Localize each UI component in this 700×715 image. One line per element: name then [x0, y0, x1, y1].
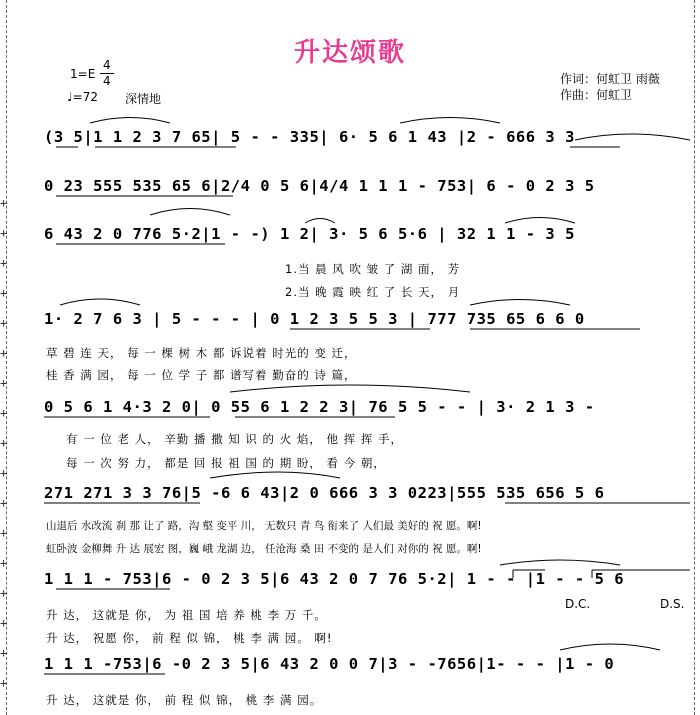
time-denominator: 4	[103, 74, 111, 88]
notation-row-5: 0 5 6 1 4·3 2 0| 0 55 6 1 2 2 3| 76 5 5 - - | 3· 2 1 3 -	[44, 398, 595, 416]
notation-row-1: (3 5|1 1 2 3 7 65| 5 - - 335| 6· 5 6 1 43 |2 - 666 3 3	[44, 128, 575, 146]
lyrics-row-7-verse-1: 升 达， 这就是 你， 为 祖 国 培 养 桃 李 万 千。	[46, 608, 327, 622]
notation-row-3: 6 43 2 0 776 5·2|1 - -) 1 2| 3· 5 6 5·6 | 32 1 1 - 3 5	[44, 225, 575, 243]
lyrics-row-6-verse-1: 山退后 水改流 刹 那 让了 路，沟 壑 变平 川， 无数只 青 鸟 衔来了 人们最 美好的 祝 愿。啊!	[46, 520, 482, 532]
da-capo-mark: D.C.	[565, 597, 591, 611]
lyrics-row-8: 升 达， 这就是 你， 前 程 似 锦， 桃 李 满 园。	[46, 693, 323, 707]
composer-credit: 作曲：何虹卫	[560, 88, 633, 102]
lyrics-row-6-verse-2: 虹卧波 金柳舞 升 达 展宏 图，巍 峨 龙湖 边， 任沧海 桑 田 不变的 是人们 对你的 祝 愿。啊!	[46, 543, 482, 555]
song-title: 升达颂歌	[293, 38, 406, 68]
notation-row-7: 1 1 1 - 753|6 - 0 2 3 5|6 43 2 0 7 76 5·2| 1 - - |1 - - 5 6	[44, 570, 625, 588]
notation-row-8: 1 1 1 -753|6 -0 2 3 5|6 43 2 0 0 7|3 - -7656|1- - - |1 - 0	[44, 655, 615, 673]
lyrics-row-5-verse-1: 有 一 位 老 人， 辛勤 播 撒 知 识 的 火 焰， 他 挥 挥 手，	[66, 432, 403, 446]
lyricist-credit: 作词：何虹卫 雨薇	[560, 72, 660, 86]
tempo-mark: ♩=72	[67, 90, 98, 104]
mood-mark: 深情地	[125, 92, 162, 106]
lyrics-row-4-verse-1: 草 碧 连 天， 每 一 棵 树 木 都 诉说着 时光的 变 迁，	[46, 346, 357, 360]
lyrics-row-3-verse-1: 1.当 晨 风 吹 皱 了 湖 面， 芳	[285, 262, 461, 276]
lyrics-row-5-verse-2: 每 一 次 努 力， 都是 回 报 祖 国 的 期 盼， 看 今 朝，	[66, 456, 386, 470]
dal-segno-mark: D.S.	[660, 597, 685, 611]
lyrics-row-3-verse-2: 2.当 晚 霞 映 红 了 长 天， 月	[285, 285, 461, 299]
lyrics-row-4-verse-2: 桂 香 满 园， 每 一 位 学 子 都 谱写着 勤奋的 诗 篇，	[46, 368, 357, 382]
left-margin-ticks: + + + + + + + + + + + + + + + + +	[0, 196, 8, 690]
time-numerator: 4	[103, 58, 111, 72]
notation-row-2: 0 23 555 535 65 6|2/4 0 5 6|4/4 1 1 1 - 753| 6 - 0 2 3 5	[44, 177, 595, 195]
notation-row-4: 1· 2 7 6 3 | 5 - - - | 0 1 2 3 5 5 3 | 777 735 65 6 6 0	[44, 310, 585, 328]
key-signature: 1=E	[70, 67, 96, 81]
notation-row-6: 271 271 3 3 76|5 -6 6 43|2 0 666 3 3 0223|555 535 656 5 6	[44, 484, 605, 502]
lyrics-row-7-verse-2: 升 达， 祝愿 你， 前 程 似 锦， 桃 李 满 园。 啊!	[46, 631, 333, 645]
